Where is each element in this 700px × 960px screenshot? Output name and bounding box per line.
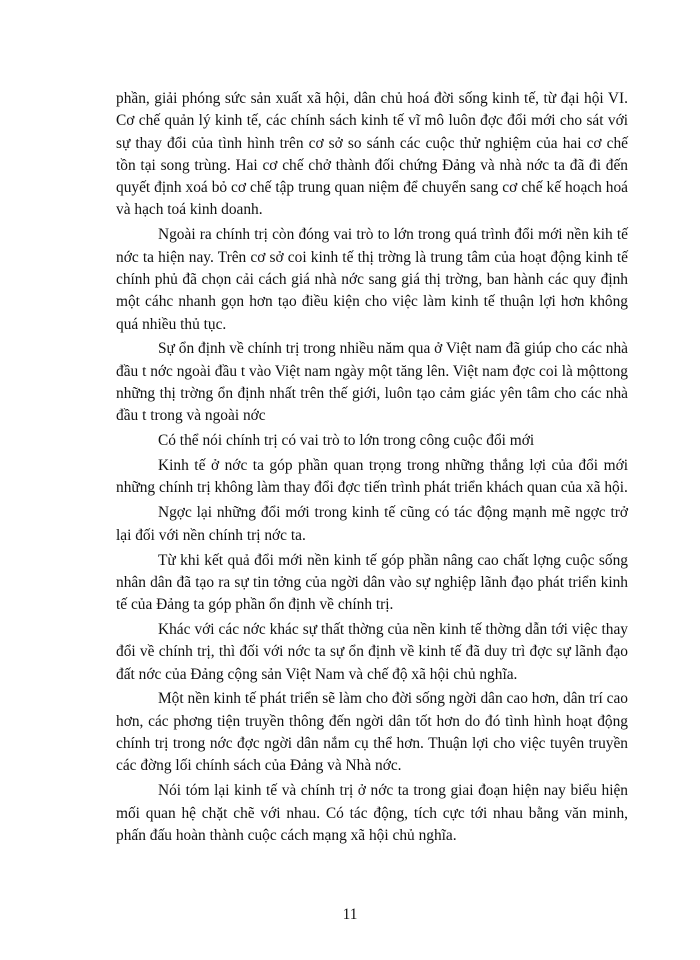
page-number: 11: [342, 906, 358, 923]
paragraph-reverse-impact: Ngợc lại những đổi mới trong kinh tế cũng có tác động mạnh mẽ ngợc trở lại đối với nền chính trị nớc ta.: [116, 504, 628, 544]
page-body: [116, 88, 628, 850]
paragraph-political-stability: Sự ổn định về chính trị trong nhiều năm qua ở Việt nam đã giúp cho các nhà đầu t nớc ngoài đầu t vào Việt nam ngày một tăng lên. Việt nam đợc coi là mộttong những thị trờng ổn định nhất trên thế giới, luôn tạo cảm giác yên tâm cho các nhà đầu t trong và ngoài nớc: [116, 340, 628, 425]
paragraph-summary-politics: Có thể nói chính trị có vai trò to lớn trong công cuộc đổi mới: [158, 432, 535, 450]
paragraph-living-standards: Từ khi kết quả đổi mới nền kinh tế góp phần nâng cao chất lợng cuộc sống nhân dân đã tạo ra sự tin tởng của ngời dân vào sự nghiệp lãnh đạo phát triển kinh tế của Đảng ta góp phần ổn định về chính trị.: [116, 551, 628, 614]
paragraph-politics-role: Ngoài ra chính trị còn đóng vai trò to lớn trong quá trình đổi mới nền kih tế nớc ta hiện nay. Trên cơ sở coi kinh tế thị trờng là trung tâm của hoạt động kinh tế chính phủ đã chọn cải cách giá nhà nớc sang giá thị trờng, ban hành các quy định một cáhc nhanh gọn hơn tạo điều kiện cho việc làm kinh tế thuận lợi hơn không quá nhiều thủ tục.: [116, 226, 628, 333]
paragraph-development: Một nền kinh tế phát triển sẽ làm cho đời sống ngời dân cao hơn, dân trí cao hơn, các phơng tiện truyền thông đến ngời dân tốt hơn do đó tình hình hoạt động chính trị trong nớc đợc ngời dân nắm cụ thể hơn. Thuận lợi cho việc tuyên truyền các đờng lối chính sách của Đảng và Nhà nớc.: [116, 690, 628, 775]
paragraph-comparison: Khác với các nớc khác sự thất thờng của nền kinh tế thờng dẫn tới việc thay đổi về chính trị, thì đối với nớc ta sự ổn định về kinh tế đã duy trì đợc sự lãnh đạo đất nớc của Đảng cộng sản Việt Nam và chế độ xã hội chủ nghĩa.: [116, 620, 628, 683]
paragraph-conclusion: Nói tóm lại kinh tế và chính trị ở nớc ta trong giai đoạn hiện nay biểu hiện mối quan hệ chặt chẽ với nhau. Có tác động, tích cực tới nhau bằng văn minh, phấn đấu hoàn thành cuộc cách mạng xã hội chủ nghĩa.: [116, 782, 628, 844]
paragraph-continuation: phần, giải phóng sức sản xuất xã hội, dân chủ hoá đời sống kinh tế, từ đại hội VI. Cơ chế quản lý kinh tế, các chính sách kinh tế vĩ mô luôn đợc đổi mới cho sát với sự thay đổi của tình hình trên cơ sở so sánh các cuộc thử nghiệm của hai cơ chế tồn tại song trùng. Hai cơ chế chở thành đối chứng Đảng và nhà nớc ta đã đi đến quyết định xoá bỏ cơ chế tập trung quan niệm để chuyển sang cơ chế kế hoạch hoá và hạch toá kinh doanh.: [116, 90, 628, 219]
paragraph-economy-contribution: Kinh tế ở nớc ta góp phần quan trọng trong những thắng lợi của đổi mới những chính trị không làm thay đổi đợc tiến trình phát triển khách quan của xã hội.: [116, 457, 628, 497]
